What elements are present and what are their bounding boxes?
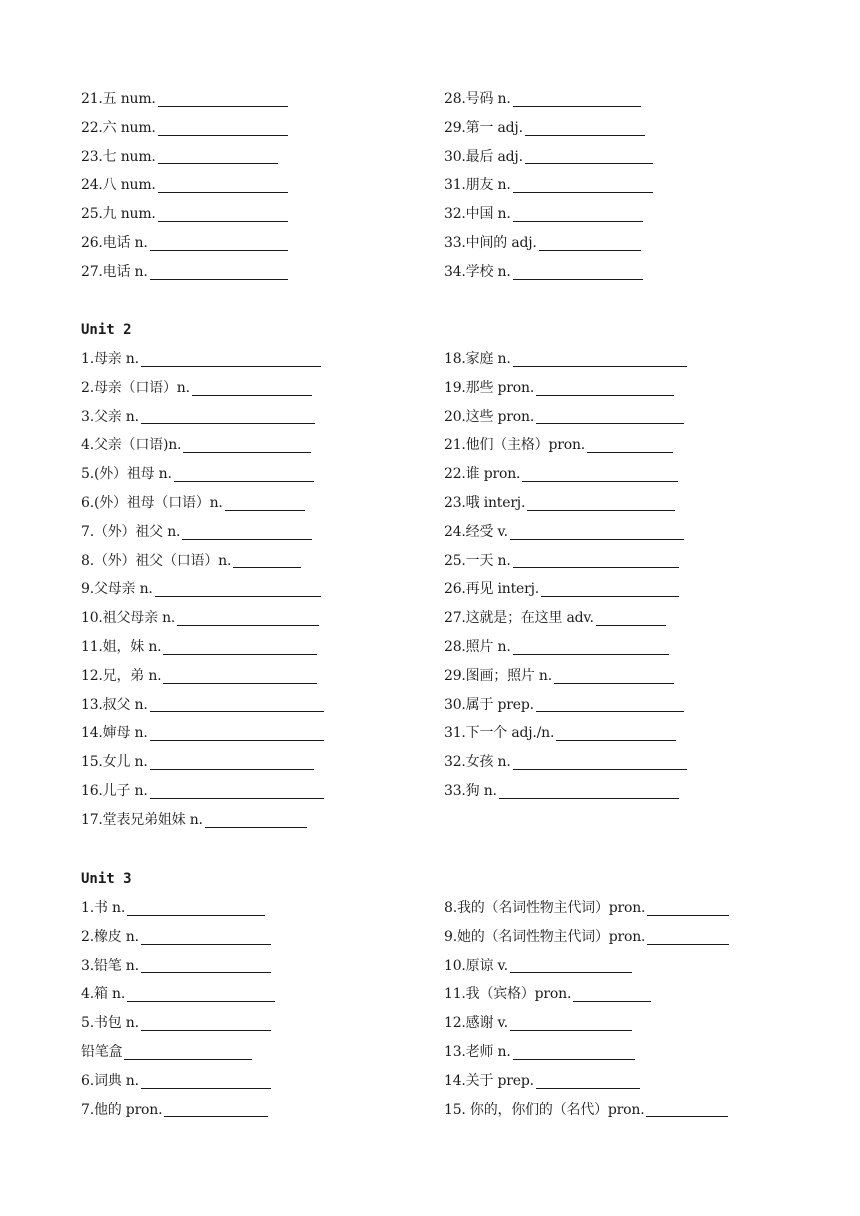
vocab-item: [81, 691, 324, 720]
vocab-item: [81, 229, 288, 258]
vocab-item: [81, 374, 324, 403]
vocab-prompt: 17.堂表兄弟姐妹 n.: [81, 811, 203, 828]
vocab-prompt: 3.铅笔 n.: [81, 957, 139, 974]
vocab-item: [444, 604, 687, 633]
vocab-prompt: 9.她的（名词性物主代词）pron.: [444, 928, 646, 945]
answer-blank[interactable]: [513, 553, 679, 568]
vocab-prompt: 29.第一 adj.: [444, 119, 523, 136]
vocab-item: [444, 345, 687, 374]
vocab-item: [81, 200, 288, 229]
left-column: [81, 894, 275, 1124]
vocab-prompt: 19.那些 pron.: [444, 379, 535, 396]
answer-blank[interactable]: [554, 669, 674, 684]
answer-blank[interactable]: [513, 265, 643, 280]
answer-blank[interactable]: [205, 813, 307, 828]
vocab-item: [444, 575, 687, 604]
vocab-item: [81, 604, 324, 633]
vocab-prompt: 6.(外）祖母（口语）n.: [81, 494, 223, 511]
vocab-item: [444, 777, 687, 806]
vocab-prompt: 11.姐，妹 n.: [81, 638, 162, 655]
vocab-prompt: 23.哦 interj.: [444, 494, 526, 511]
answer-blank[interactable]: [150, 697, 324, 712]
vocab-item: [81, 489, 324, 518]
vocab-prompt: 3.父亲 n.: [81, 408, 139, 425]
answer-blank[interactable]: [499, 784, 679, 799]
vocab-prompt: 25.一天 n.: [444, 552, 511, 569]
answer-blank[interactable]: [536, 697, 684, 712]
vocab-prompt: 28.号码 n.: [444, 91, 511, 107]
vocab-item: [81, 662, 324, 691]
vocab-item: [81, 143, 288, 172]
vocab-item: [444, 894, 729, 923]
vocab-prompt: 30.属于 prep.: [444, 696, 534, 713]
vocab-prompt: 14.婶母 n.: [81, 725, 148, 742]
vocab-prompt: 34.学校 n.: [444, 263, 511, 280]
vocab-prompt: 26.再见 interj.: [444, 581, 540, 598]
answer-blank[interactable]: [596, 611, 666, 626]
vocab-item: [81, 633, 324, 662]
vocab-prompt: 11.我（宾格）pron.: [444, 986, 572, 1003]
answer-blank[interactable]: [587, 438, 673, 453]
vocab-item: [444, 200, 653, 229]
answer-blank[interactable]: [174, 467, 314, 482]
answer-blank[interactable]: [510, 1016, 632, 1031]
vocab-item: [444, 1009, 729, 1038]
vocab-item: [81, 923, 275, 952]
vocab-prompt: 30.最后 adj.: [444, 148, 523, 165]
answer-blank[interactable]: [158, 92, 288, 107]
vocab-prompt: 1.母亲 n.: [81, 351, 139, 367]
vocab-item: [81, 777, 324, 806]
answer-blank[interactable]: [141, 958, 271, 973]
answer-blank[interactable]: [127, 987, 275, 1002]
vocab-item: [81, 748, 324, 777]
vocab-prompt: 10.原谅 v.: [444, 957, 508, 974]
vocab-prompt: 10.祖父母亲 n.: [81, 610, 176, 627]
vocab-prompt: 6.词典 n.: [81, 1072, 139, 1089]
vocab-prompt: 21.五 num.: [81, 91, 156, 107]
vocab-item: [444, 143, 653, 172]
vocab-prompt: 24.八 num.: [81, 177, 156, 194]
vocab-prompt: 8.（外）祖父（口语）n.: [81, 552, 232, 569]
vocab-prompt: 23.七 num.: [81, 148, 156, 165]
vocab-prompt: 4.父亲（口语)n.: [81, 437, 182, 454]
unit-title: Unit 3: [81, 871, 132, 887]
vocab-item: [444, 923, 729, 952]
vocab-item: [444, 952, 729, 981]
vocab-item: [444, 374, 687, 403]
vocab-item: [81, 547, 324, 576]
answer-blank[interactable]: [155, 582, 321, 597]
answer-blank[interactable]: [150, 236, 288, 251]
answer-blank[interactable]: [163, 640, 317, 655]
vocab-item: [444, 431, 687, 460]
answer-blank[interactable]: [124, 1045, 252, 1060]
answer-blank[interactable]: [513, 92, 641, 107]
vocab-prompt: 15.女儿 n.: [81, 754, 148, 771]
vocab-prompt: 1.书 n.: [81, 900, 126, 916]
vocab-item: [444, 489, 687, 518]
vocab-prompt: 12.兄，弟 n.: [81, 667, 162, 684]
vocab-prompt: 28.照片 n.: [444, 638, 511, 655]
answer-blank[interactable]: [573, 987, 651, 1002]
vocab-prompt: 2.母亲（口语）n.: [81, 379, 190, 396]
unit-title: Unit 2: [81, 322, 132, 338]
vocab-prompt: 2.橡皮 n.: [81, 928, 139, 945]
vocab-item: [81, 1096, 275, 1125]
answer-blank[interactable]: [158, 207, 288, 222]
vocab-prompt: 31.朋友 n.: [444, 177, 511, 194]
answer-blank[interactable]: [513, 352, 687, 367]
vocab-prompt: 7.他的 pron.: [81, 1101, 163, 1118]
vocab-item: [81, 719, 324, 748]
vocab-item: [444, 403, 687, 432]
answer-blank[interactable]: [150, 784, 324, 799]
vocab-prompt: 24.经受 v.: [444, 523, 508, 540]
vocab-item: [444, 633, 687, 662]
answer-blank[interactable]: [539, 236, 641, 251]
answer-blank[interactable]: [182, 525, 312, 540]
answer-blank[interactable]: [646, 1102, 728, 1117]
vocab-item: [444, 1038, 729, 1067]
vocab-item: [444, 460, 687, 489]
vocab-item: [444, 980, 729, 1009]
vocab-prompt: 32.女孩 n.: [444, 754, 511, 771]
vocab-item: [81, 1009, 275, 1038]
answer-blank[interactable]: [536, 1074, 640, 1089]
vocab-item: [81, 171, 288, 200]
vocab-item: [81, 980, 275, 1009]
vocab-prompt: 18.家庭 n.: [444, 351, 511, 367]
vocab-item: [81, 518, 324, 547]
vocab-item: [81, 460, 324, 489]
answer-blank[interactable]: [513, 640, 669, 655]
vocab-item: [81, 575, 324, 604]
answer-blank[interactable]: [647, 930, 729, 945]
answer-blank[interactable]: [522, 467, 678, 482]
vocab-prompt: 20.这些 pron.: [444, 408, 535, 425]
vocab-prompt: 27.电话 n.: [81, 263, 148, 280]
answer-blank[interactable]: [141, 409, 315, 424]
right-column: [444, 85, 653, 287]
answer-blank[interactable]: [510, 525, 684, 540]
vocab-prompt: 14.关于 prep.: [444, 1072, 534, 1089]
answer-blank[interactable]: [150, 265, 288, 280]
vocab-item: [444, 662, 687, 691]
vocab-prompt: 4.箱 n.: [81, 986, 126, 1003]
answer-blank[interactable]: [141, 352, 321, 367]
vocab-item: [81, 345, 324, 374]
vocab-item: [81, 894, 275, 923]
vocab-prompt: 33.中间的 adj.: [444, 234, 537, 251]
vocab-item: [81, 431, 324, 460]
vocab-item: [444, 1096, 729, 1125]
answer-blank[interactable]: [647, 901, 729, 916]
right-column: [444, 345, 687, 806]
vocab-prompt: 13.叔父 n.: [81, 696, 148, 713]
answer-blank[interactable]: [527, 496, 675, 511]
answer-blank[interactable]: [510, 958, 632, 973]
right-column: [444, 894, 729, 1124]
answer-blank[interactable]: [141, 1074, 271, 1089]
left-column: [81, 85, 288, 287]
vocab-item: [81, 403, 324, 432]
answer-blank[interactable]: [513, 1045, 635, 1060]
answer-blank[interactable]: [525, 149, 653, 164]
left-column: [81, 345, 324, 835]
vocab-prompt: 5.书包 n.: [81, 1015, 139, 1032]
answer-blank[interactable]: [233, 553, 301, 568]
vocab-prompt: 12.感谢 v.: [444, 1015, 508, 1032]
answer-blank[interactable]: [225, 496, 305, 511]
answer-blank[interactable]: [525, 121, 645, 136]
answer-blank[interactable]: [183, 438, 311, 453]
vocab-prompt: 8.我的（名词性物主代词）pron.: [444, 900, 646, 916]
vocab-item: [444, 518, 687, 547]
answer-blank[interactable]: [150, 755, 314, 770]
answer-blank[interactable]: [150, 726, 324, 741]
vocab-prompt: 22.六 num.: [81, 119, 156, 136]
vocab-prompt: 15. 你的，你们的（名代）pron.: [444, 1101, 645, 1118]
vocab-item: [81, 952, 275, 981]
vocab-prompt: 16.儿子 n.: [81, 782, 148, 799]
answer-blank[interactable]: [164, 1102, 268, 1117]
answer-blank[interactable]: [541, 582, 679, 597]
answer-blank[interactable]: [158, 178, 288, 193]
vocab-item: [81, 1038, 275, 1067]
vocab-prompt: 33.狗 n.: [444, 782, 497, 799]
answer-blank[interactable]: [192, 381, 312, 396]
vocab-item: [444, 748, 687, 777]
vocab-prompt: 21.他们（主格）pron.: [444, 437, 586, 454]
answer-blank[interactable]: [513, 207, 643, 222]
vocab-item: [444, 547, 687, 576]
vocab-prompt: 9.父母亲 n.: [81, 581, 153, 598]
vocab-prompt: 31.下一个 adj./n.: [444, 725, 555, 742]
answer-blank[interactable]: [536, 381, 674, 396]
vocab-prompt: 22.谁 pron.: [444, 466, 521, 483]
answer-blank[interactable]: [141, 1016, 271, 1031]
answer-blank[interactable]: [513, 755, 687, 770]
vocab-prompt: 5.(外）祖母 n.: [81, 466, 172, 483]
vocab-item: [444, 1067, 729, 1096]
answer-blank[interactable]: [127, 901, 265, 916]
vocab-item: [444, 171, 653, 200]
vocab-item: [81, 258, 288, 287]
vocab-item: [444, 691, 687, 720]
vocab-prompt: 25.九 num.: [81, 206, 156, 223]
vocab-prompt: 27.这就是；在这里 adv.: [444, 610, 594, 627]
answer-blank[interactable]: [177, 611, 319, 626]
vocab-item: [444, 229, 653, 258]
vocab-item: [444, 85, 653, 114]
vocab-prompt: 29.图画；照片 n.: [444, 667, 552, 684]
answer-blank[interactable]: [163, 669, 317, 684]
vocab-item: [444, 258, 653, 287]
vocab-prompt: 13.老师 n.: [444, 1043, 511, 1060]
answer-blank[interactable]: [158, 121, 288, 136]
answer-blank[interactable]: [141, 930, 271, 945]
answer-blank[interactable]: [513, 178, 653, 193]
vocab-item: [81, 1067, 275, 1096]
vocab-prompt: 32.中国 n.: [444, 206, 511, 223]
vocab-prompt: 7.（外）祖父 n.: [81, 523, 181, 540]
vocab-item: [81, 114, 288, 143]
answer-blank[interactable]: [536, 409, 684, 424]
answer-blank[interactable]: [158, 149, 278, 164]
vocab-prompt: 铅笔盒: [81, 1043, 123, 1060]
answer-blank[interactable]: [556, 726, 676, 741]
vocab-item: [81, 85, 288, 114]
vocab-item: [444, 114, 653, 143]
vocab-prompt: 26.电话 n.: [81, 234, 148, 251]
vocab-item: [444, 719, 687, 748]
vocab-item: [81, 806, 324, 835]
